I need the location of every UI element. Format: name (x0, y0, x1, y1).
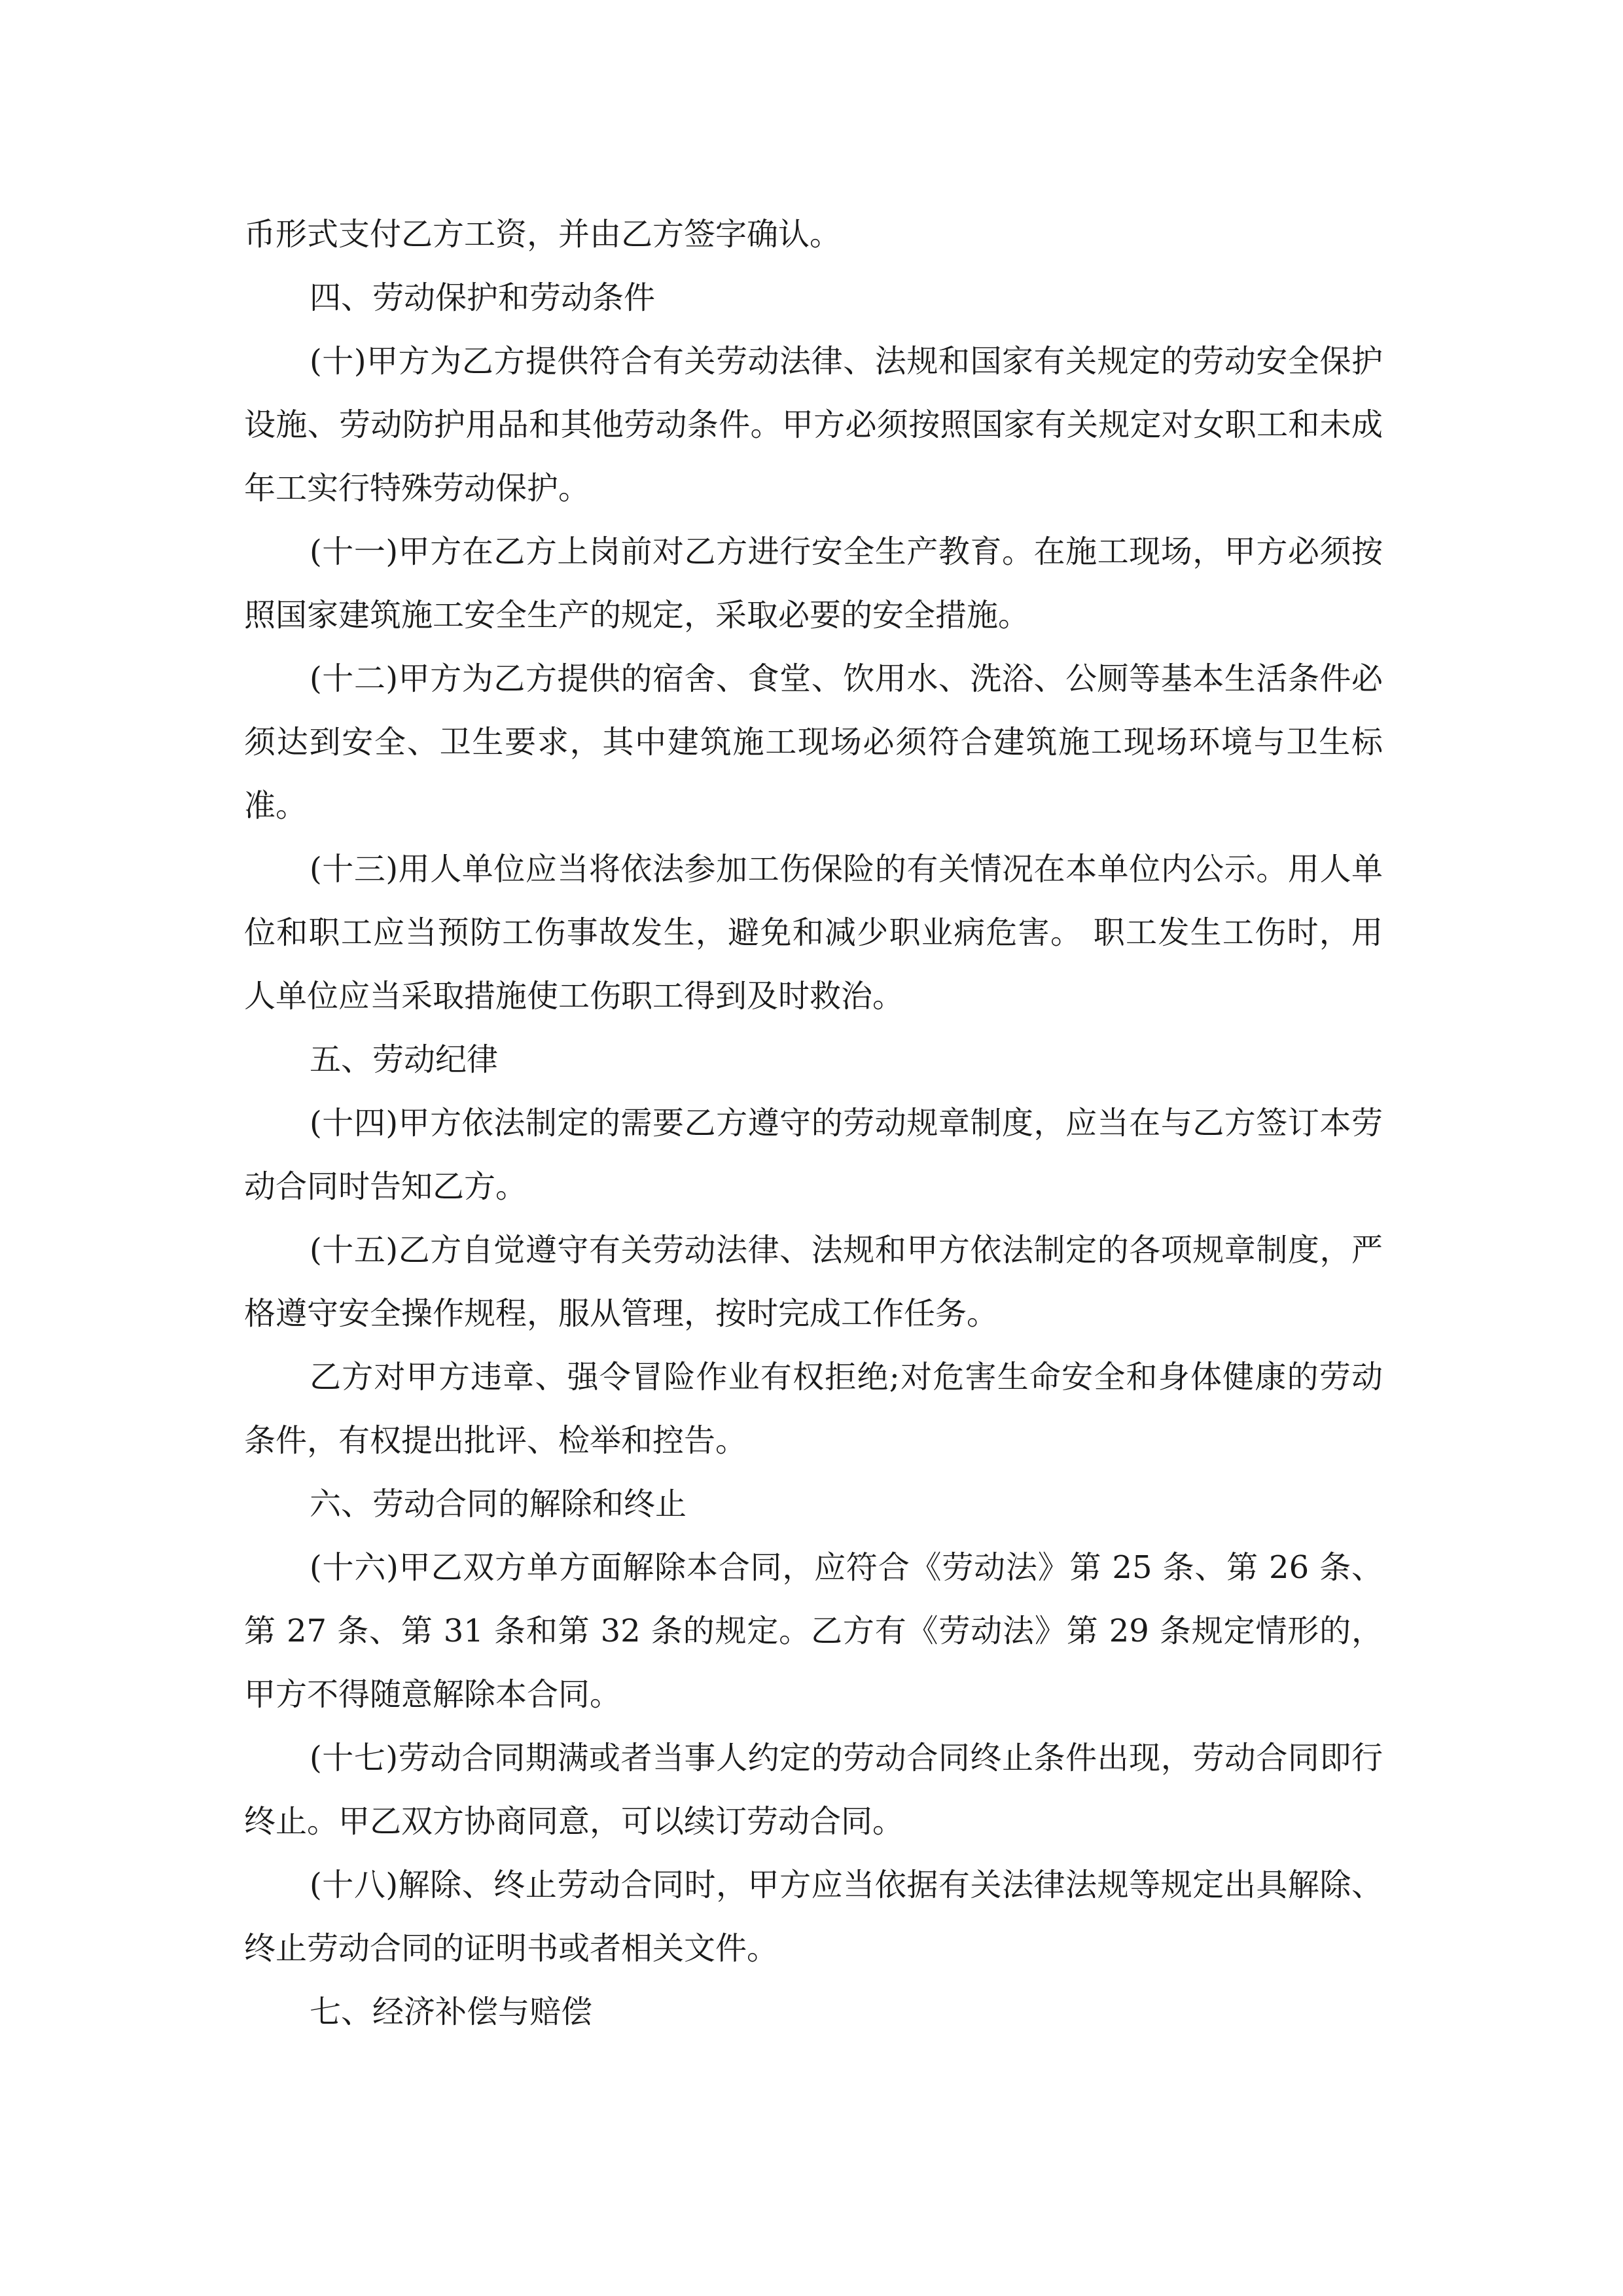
section-heading-compensation: 七、经济补偿与赔偿 (310, 1994, 593, 2030)
clause-16: (十六)甲乙双方单方面解除本合同，应符合《劳动法》第 25 条、第 26 条、第 27 条、第 31 条和第 32 条的规定。乙方有《劳动法》第 29 条规定情形的，甲方不得随意解除本合同。 (244, 1549, 1383, 1713)
clause-12: (十二)甲方为乙方提供的宿舍、食堂、饮用水、洗浴、公厕等基本生活条件必须达到安全、卫生要求，其中建筑施工现场必须符合建筑施工现场环境与卫生标准。 (244, 660, 1383, 824)
section-heading-labor-protection: 四、劳动保护和劳动条件 (310, 279, 656, 316)
paragraph-wage-payment: 币形式支付乙方工资，并由乙方签字确认。 (244, 216, 842, 253)
clause-10: (十)甲方为乙方提供符合有关劳动法律、法规和国家有关规定的劳动安全保护设施、劳动防护用品和其他劳动条件。甲方必须按照国家有关规定对女职工和未成年工实行特殊劳动保护。 (244, 343, 1383, 507)
section-heading-labor-discipline: 五、劳动纪律 (310, 1041, 499, 1078)
clause-15: (十五)乙方自觉遵守有关劳动法律、法规和甲方依法制定的各项规章制度，严格遵守安全操作规程，服从管理，按时完成工作任务。 (244, 1232, 1383, 1332)
clause-17: (十七)劳动合同期满或者当事人约定的劳动合同终止条件出现，劳动合同即行终止。甲乙双方协商同意，可以续订劳动合同。 (244, 1740, 1383, 1840)
clause-13: (十三)用人单位应当将依法参加工伤保险的有关情况在本单位内公示。用人单位和职工应当预防工伤事故发生，避免和减少职业病危害。 职工发生工伤时，用人单位应当采取措施使工伤职工得到及时救治。 (244, 851, 1383, 1014)
clause-11: (十一)甲方在乙方上岗前对乙方进行安全生产教育。在施工现场，甲方必须按照国家建筑施工安全生产的规定，采取必要的安全措施。 (244, 533, 1383, 634)
document-body (244, 203, 1383, 2044)
clause-14: (十四)甲方依法制定的需要乙方遵守的劳动规章制度，应当在与乙方签订本劳动合同时告知乙方。 (244, 1105, 1383, 1205)
section-heading-termination: 六、劳动合同的解除和终止 (310, 1486, 687, 1522)
paragraph-right-to-refuse: 乙方对甲方违章、强令冒险作业有权拒绝;对危害生命安全和身体健康的劳动条件，有权提出批评、检举和控告。 (244, 1359, 1383, 1459)
clause-18: (十八)解除、终止劳动合同时，甲方应当依据有关法律法规等规定出具解除、终止劳动合同的证明书或者相关文件。 (244, 1867, 1383, 1967)
